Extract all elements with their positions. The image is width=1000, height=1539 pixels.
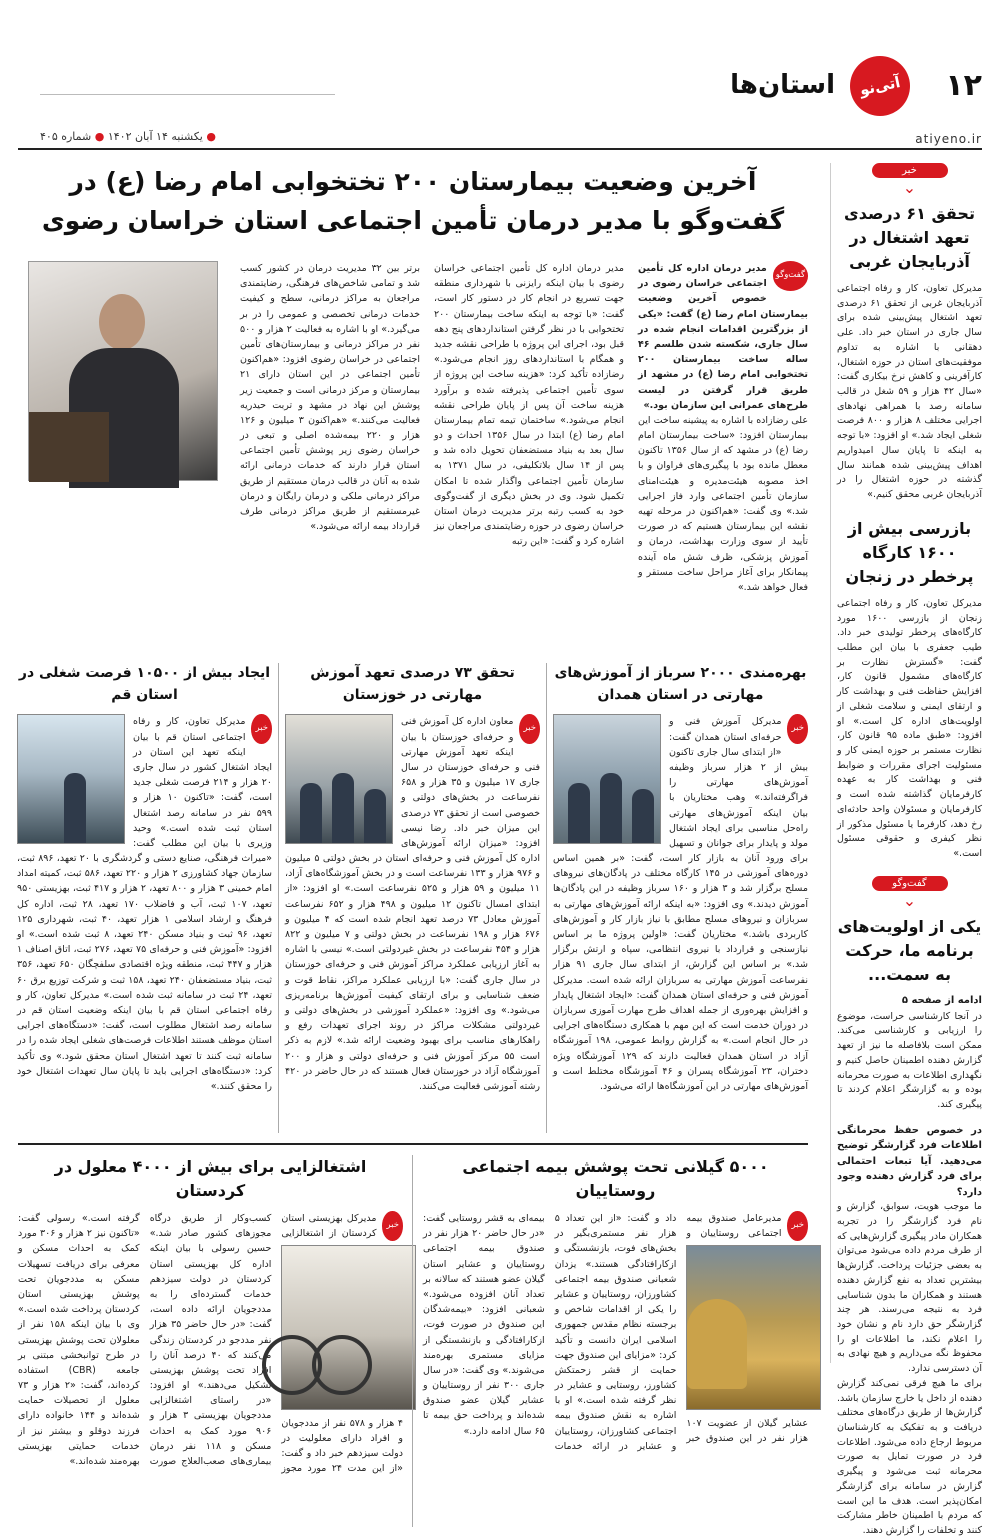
person-figure [364, 789, 386, 843]
workshop-photo [553, 714, 661, 844]
story-text: مدیرکل آموزش فنی و حرفه‌ای استان همدان گفت: «از ابتدای سال جاری تاکنون بیش از ۲ هزار سرباز وظیفه آموزش‌های مهارتی را فراگرفته‌اند.» وهب مختاریان با بیان اینکه آموزش‌های مهارتی راه‌حل مناسبی برای ایجاد اشتغال مولد و پایدار برای جوانان و تسهیل برای ورود آنان به بازار کار است، گفت: «بر همین اساس دوره‌های آموزشی در ۱۴۵ کارگاه مختلف در پادگان‌های نیروهای مسلح برگزار شد و ۳ هزار و ۱۶۰ سرباز وظیفه در این پادگان‌ها آموزش دیدند.» وی افزود: «به اینکه ارائه آموزش‌های مهارتی به سربازان و نیروهای مسلح مطابق با نیاز بازار کار و آموزش‌های کاربردی باشد.» مختاریان گفت: «اولین پروژه ما بر اساس نیازسنجی و قرارداد با نیروی انتظامی، سپاه و ارتش برگزار شد.» بر اساس این گزارش، از ابتدای سال جاری ۹۱ هزار نفرساعت آموزش مهارتی به سربازان ارائه شده است. مدیرکل آموزش فنی و حرفه‌ای استان همدان گفت: «ایجاد اشتغال پایدار و افزایش بهره‌وری از جمله اهداف طرح مهارت آموزی سربازان در دوران خدمت است که این مهم با همکاری دستگاه‌های اجرایی در حال انجام است.» به گزارش روابط عمومی، ۱۹۸ آموزشگاه آزاد در استان همدان فعالیت دارند که ۱۲۹ آموزشگاه ویژه دختران، ۲۳ آموزشگاه پسران و ۴۶ آموزشگاه مختلط است و آموزش‌های مهارتی در این آموزشگاه‌ها ارائه می‌شود. [553, 716, 809, 1092]
person-figure [332, 773, 354, 843]
person-figure [600, 773, 622, 843]
story-text: معاون اداره کل آموزش فنی و حرفه‌ای خوزستان با بیان اینکه تعهد آموزش مهارتی فنی و حرفه‌ای خوزستان در سال جاری ۱۷ میلیون و ۳۵ هزار و ۶۵۸ نفرساعت در بخش‌های دولتی و خصوصی است از تحقق ۷۳ درصدی این میزان خبر داد. رضا نیسی افزود: «میزان ارائه آموزش‌های اداره کل آموزش فنی و حرفه‌ای استان در بخش دولتی ۵ میلیون و ۹۷۶ هزار و ۱۳۳ نفرساعت است و در بخش آموزشگاه‌های آزاد، ۱۱ میلیون و ۵۹ هزار و ۵۲۵ نفرساعت است.» او افزود: «از ابتدای امسال تاکنون ۱۲ میلیون و ۴۹۸ هزار و ۶۵۲ نفرساعت آموزش معادل ۷۳ درصد تعهد انجام شده است که ۴ میلیون و ۶۷۶ هزار و ۱۹۸ نفرساعت در بخش دولتی و ۷ میلیون و ۸۲۲ هزار و ۴۵۴ نفرساعت در بخش غیردولتی است.» نیسی با اشاره به آغاز ارزیابی عملکرد مراکز آموزش فنی و حرفه‌ای خوزستان در سال جاری گفت: «با ارزیابی عملکرد مراکز، نقاط قوت و ضعف شناسایی و برای ارتقای کیفیت آموزش‌ها برنامه‌ریزی می‌شود.» وی افزود: «عملکرد آموزشی در بخش‌های دولتی و غیردولتی مشکلات مراکز در روند اجرای تعهدات رفع و راهکارهای مناسب برای بهبود وضعیت ارائه شد.» لازم به ذکر است ۵۵ مرکز آموزش فنی و حرفه‌ای دولتی و هزار و ۲۰۰ آموزشگاه آزاد در خوزستان فعال هستند که در حال حاضر در ۴۲۰ رشته آموزشی فعالیت می‌کنند. [285, 716, 541, 1092]
lead-paragraph: برتر بین ۳۲ مدیریت درمان در کشور کسب شد و تمامی شاخص‌های فرهنگی، رضایتمندی مراجعان به مراکز درمانی، سطح و کیفیت خدمات درمانی تخصصی و عمومی را در بر می‌گیرد.» او با اشاره به فعالیت ۲ هزار و ۵۰۰ نفر در مراکز درمانی و بیمارستان‌های تأمین اجتماعی در خراسان رضوی افزود: «هم‌اکنون تأمین اجتماعی در این استان دارای ۲۱ بیمارستان و مرکز درمانی است و جمعیت زیر پوشش این نهاد در مشهد و تربت حیدریه فعالیت می‌کنند.» «هم‌اکنون ۳ میلیون و ۱۲۶ هزار و ۲۲۰ بیمه‌شده اصلی و تبعی در خراسان رضوی زیر پوشش تأمین اجتماعی استان قرار دارند که خدمات درمانی ارائه شده به آنان در قالب درمان مستقیم از طریق مراکز درمانی ملکی و درمان رایگان و درمان غیرمستقیم از طریق مراکز درمانی طرف قرارداد بیمه ارائه می‌شود.» [240, 263, 421, 533]
bottom-section-divider [18, 1143, 808, 1145]
office-photo [17, 714, 125, 844]
story-hamedan [553, 663, 808, 1133]
middle-stories [18, 663, 808, 1133]
sidebar-story-body: مدیرکل تعاون، کار و رفاه اجتماعی آذربایجان غربی از تحقق ۶۱ درصدی تعهد اشتغال پیش‌بینی شده برای سال جاری در استان خبر داد. علی دهقانی با اشاره به تداوم موفقیت‌های استان در حوزه اشتغال، کارآفرینی و کاهش نرخ بیکاری گفت: «سال ۴۲ هزار و ۵۹ شغل در قالب سامانه رصد با همراهی نهادهای اجرایی مختلف ۸ هزار و ۸۰۰ فرصت شغلی ایجاد شد.» او افزود: «با توجه به اینکه تا پایان سال امیدواریم اهداف پیش‌بینی شده همانند سال گذشته در حوزه اشتغال را در آذربایجان غربی محقق کنیم.» [837, 283, 982, 501]
sidebar-story-title: بازرسی بیش از ۱۶۰۰ کارگاه پرخطر در زنجان [845, 518, 974, 586]
continued-note: ادامه از صفحه ۵ [901, 994, 982, 1006]
news-badge: خبر [519, 714, 540, 744]
bullet-icon: ● [94, 130, 105, 143]
interview-tag: گفت‌وگو [872, 876, 948, 891]
story-title: اشتغالزایی برای بیش از ۴۰۰۰ معلول در کردستان [54, 1157, 367, 1200]
person-figure [632, 789, 654, 843]
newspaper-logo[interactable]: آتی‌نو [844, 50, 915, 121]
person-figure [568, 783, 590, 843]
lead-lede: مدیر درمان اداره کل تأمین اجتماعی خراسان رضوی در خصوص آخرین وضعیت بیمارستان امام رضا (ع) گفت: «یکی از بزرگترین اقدامات انجام شده در سال جاری، شکسته شدن طلسم ۴۶ ساله ساخت بیمارستان ۲۰۰ تختخوابی امام رضا (ع) در مشهد از طریق قرار گرفتن در لیست طرح‌های عمرانی این سازمان بود.» [638, 263, 808, 411]
sidebar-interview [837, 876, 982, 1539]
issue-number: شماره ۴۰۵ [40, 130, 92, 143]
person-figure [64, 773, 86, 843]
sidebar-story-zanjan [837, 517, 982, 862]
site-url[interactable]: atiyeno.ir [915, 132, 982, 146]
person-figure [300, 783, 322, 843]
story-body [285, 714, 540, 1094]
sidebar [830, 163, 982, 1537]
speaker-head [99, 294, 145, 350]
story-body [423, 1211, 808, 1454]
story-body [17, 714, 272, 1094]
lead-paragraph: مدیر درمان اداره کل تأمین اجتماعی خراسان رضوی با بیان اینکه رایزنی با شهرداری منطقه جهت تسریع در انجام کار در دستور کار است، گفت: «با توجه به اینکه ساخت بیمارستان ۲۰۰ تختخوابی با در نظر گرفتن استانداردهای پنج دهه قبل بود، اجرای این پروژه با طراحی نقشه جدید و همگام با استانداردهای روز انجام می‌شود.» رضازاده تأکید کرد: «هزینه ساخت این پروژه از سوی تأمین اجتماعی پذیرفته شده و برآورد هزینه ساخت آن پس از پایان طراحی نقشه انجام می‌شود.» ساختمان تیمه تمام بیمارستان امام رضا (ع) ابتدا در سال ۱۳۵۶ احداث و دو سال بعد به بنیاد مستضعفان تحویل داده شد و پس از ۱۴ سال بلاتکلیفی، در سال ۱۳۷۱ به سازمان تأمین اجتماعی واگذار شده تا امکان تکمیل شود. وی در بخش دیگری از گفت‌وگوی خود به کسب رتبه برتر مدیریت درمان استان خراسان رضوی در حوزه رضایتمندی مراجعان نیز اشاره کرد و گفت: «این رتبه [434, 263, 625, 548]
column-divider [412, 1155, 413, 1527]
story-title: ایجاد بیش از ۱۰۵۰۰ فرصت شغلی در استان قم [18, 665, 271, 703]
column-divider [278, 663, 279, 1133]
news-badge: خبر [251, 714, 272, 744]
main-content [18, 163, 808, 593]
wheelchair-workers-photo [281, 1245, 416, 1410]
story-title: ۵۰۰۰ گیلانی تحت پوشش بیمه اجتماعی روستاییان [462, 1157, 769, 1200]
masthead [0, 0, 1000, 150]
interview-badge: گفت‌وگو [773, 261, 808, 291]
story-khuzestan [285, 663, 540, 1133]
arrow-down-icon: ⌄ [902, 178, 917, 197]
wheel-shape [312, 1335, 372, 1395]
speaker-photo [28, 261, 218, 481]
story-body [553, 714, 808, 1094]
training-photo [285, 714, 393, 844]
story-qom [17, 663, 272, 1133]
farmer-wheat-photo [686, 1245, 821, 1410]
top-divider [40, 94, 335, 95]
interview-question: در خصوص حفظ محرمانگی اطلاعات فرد گزارشگر توضیح می‌دهید. آیا تبعات احتمالی برای فرد گزارش دهنده وجود دارد؟ [837, 1124, 982, 1198]
sidebar-story-body: در آنجا کارشناسی حراست، موضوع را ارزیابی و کارشناسی می‌کند. ممکن است بلافاصله ما نیز از تعهد گزارش دهنده اطمینان حاصل کنیم و نگهداری اطلاعات به صورت محرمانه بوده و به گزارشگر اعلام کردند تا پیگیری کند. [837, 1010, 982, 1111]
dateline [40, 130, 216, 143]
story-body [18, 1211, 403, 1476]
arrow-down-icon: ⌄ [902, 890, 917, 910]
sidebar-story-body: مدیرکل تعاون، کار و رفاه اجتماعی زنجان از بازرسی ۱۶۰۰ مورد کارگاه‌های پرخطر تولیدی خبر داد. طیب جعفری با بیان این مطلب گفت: «گسترش نظارت بر کارگاه‌های مشمول قانون کار، افزایش حفاظت فنی و بهداشت کار و ارتقای ایمنی و سلامت شغلی از اولویت‌های اداره کل است.» او افزود: «طبق ماده ۹۵ قانون کار، نظارت مستمر بر حوزه ایمنی کار و مسئولیت اجرای مقررات و ضوابط فنی و بهداشت کار به عهده کارفرمایان گذاشته شده است و کارفرمایان و مسئولان واحد حادثه‌ای رخ دهد، کارفرما یا مسئول مذکور از نظر کیفری و حقوقی مسئول است.» [837, 597, 982, 859]
sidebar-story-body: برای ما هیچ فرقی نمی‌کند گزارش دهنده از داخل یا خارج سازمان باشد. گزارش‌ها از طریق درگاه‌های مختلف دریافت و به تفکیک به کارشناسان مربوط ارجاع داده می‌شود. اطلاعات فرد در صورت تمایل به صورت محرمانه ثبت می‌شود و پیگیری گزارش در سامانه برای گزارشگر امکان‌پذیر است. هدف ما این است که مردم با اطمینان خاطر مشارکت کنند و تخلفات را گزارش دهند. [837, 1377, 982, 1537]
sidebar-story-title: یکی از اولویت‌های برنامه ما، حرکت به سمت... [837, 916, 982, 984]
news-tag: خبر [872, 163, 948, 178]
lead-column-3 [240, 261, 420, 534]
story-title: بهره‌مندی ۲۰۰۰ سرباز از آموزش‌های مهارتی در استان همدان [554, 665, 807, 703]
story-text: مدیرعامل صندوق بیمه اجتماعی روستاییان و عشایر گیلان از عضویت ۱۰۷ هزار نفر در این صندوق خبر داد و گفت: «از این تعداد ۵ هزار نفر مستمری‌بگیر در بخش‌های فوت، بازنشستگی و ازکارافتادگی هستند.» یزدان شعبانی صندوق بیمه اجتماعی کشاورزان، روستاییان و عشایر را یکی از اقدامات شاخص و برجسته نظام مقدس جمهوری اسلامی ایران دانست و تأکید کرد: «مزایای این صندوق جهت حمایت از قشر زحمتکش کشاورز، روستایی و عشایر در نظر گرفته شده است.» او با اشاره به نقش صندوق بیمه اجتماعی کشاورزان، روستاییان و عشایر در ارائه خدمات بیمه‌ای به قشر روستایی گفت: «در حال حاضر ۲۰ هزار نفر در صندوق بیمه اجتماعی روستاییان و عشایر استان گیلان عضو هستند که سالانه بر تعداد آنان افزوده می‌شود.» شعبانی افزود: «بیمه‌شدگان این صندوق در صورت فوت، ازکارافتادگی و بازنشستگی از مزایای مستمری بهره‌مند می‌شوند.» وی گفت: «در سال جاری ۳۰۰ نفر از روستاییان و عشایر گیلان عضو صندوق شده‌اند و پرداخت حق بیمه تا ۶۵ سال ادامه دارد.» [423, 1213, 808, 1452]
sidebar-story-title: تحقق ۶۱ درصدی تعهد اشتغال در آذربایجان غربی [844, 204, 975, 271]
story-text: مدیرکل بهزیستی استان کردستان از اشتغالزایی ۴ هزار و ۵۷۸ نفر از مددجویان و افراد دارای معلولیت در دولت سیزدهم خبر داد و گفت: «از این مدت ۲۴ مورد مجوز کسب‌وکار از طریق درگاه مجوزهای کشور صادر شد.» حسین رسولی با بیان اینکه اداره کل بهزیستی استان کردستان در دولت سیزدهم خدمات گسترده‌ای را به مددجویان ارائه داده است، گفت: «در حال حاضر ۳۵ هزار نفر مددجو در کردستان زندگی می‌کنند که ۴۰ درصد آنان را افراد تحت پوشش بهزیستی تشکیل می‌دهند.» او افزود: «در راستای اشتغالزایی مددجویان بهزیستی ۳ هزار و ۹۰۶ مورد کمک به احداث مسکن و ۱۱۸ نفر درمان بیماری‌های صعب‌العلاج صورت گرفته است.» رسولی گفت: «تاکنون نیز ۲ هزار و ۳۰۶ مورد کمک به احداث مسکن و معرفی برای دریافت تسهیلات مسکن به مددجویان تحت پوشش بهزیستی استان کردستان پرداخت شده است.» وی با بیان اینکه ۱۵۸ نفر از معلولان تحت پوشش بهزیستی در طرح توانبخشی مبتنی بر جامعه (CBR) استفاده کرده‌اند، گفت: «۲ هزار و ۷۳ معلول از تحصیلات حمایت شده‌اند و ۱۴۴ خانواده دارای فرزند دوقلو و بیشتر نیز از خدمات حمایتی بهزیستی بهره‌مند شده‌اند.» [18, 1213, 403, 1475]
lead-paragraph: علی رضازاده با اشاره به پیشینه ساخت این بیمارستان افزود: «ساخت بیمارستان امام رضا (ع) در مشهد که از سال ۱۳۵۶ تاکنون معطل مانده بود با پیگیری‌های فراوان و با اخذ مصوبه هیئت‌مدیره و هیئت‌امنای سازمان تأمین اجتماعی وارد فاز اجرایی شد.» وی گفت: «هم‌اکنون در مرحله تهیه نقشه این بیمارستان هستیم که در صورت تأیید از سوی وزارت بهداشت، درمان و آموزش پزشکی، ظرف شش ماه آینده پیمانکار برای آغاز مراحل ساخت مستقر و فعال خواهد شد.» [638, 414, 808, 593]
story-kurdistan [18, 1155, 403, 1527]
issue-date: یکشنبه ۱۴ آبان ۱۴۰۲ [107, 130, 203, 143]
lead-column-2 [434, 261, 624, 550]
news-badge: خبر [787, 714, 808, 744]
header-divider [18, 148, 982, 150]
lead-story [18, 261, 808, 651]
lead-column-1 [638, 261, 808, 595]
story-gilan [423, 1155, 808, 1527]
column-divider [546, 663, 547, 1133]
story-title: تحقق ۷۳ درصدی تعهد آموزش مهارتی در خوزستان [310, 665, 515, 703]
sidebar-story-body: ما موجب هویت، سوابق، گزارش و نام فرد گزارشگر را در تجربه همکاران مادر پیگیری گزارش‌هایی که از طرف مردم داده می‌شود می‌توان به بعضی جزئیات پرداخت. گزارش‌ها بیشترین تعداد به نفع گزارش دهنده هستند و همکاران ما بدون شناسایی فرد به نتیجه می‌رسند. هر چند گزارشگر حق دارد نام و نشان خود را اعلام نکند، ما اطلاعات او را محفوظ نگه می‌داریم و هیچ نهادی به آن دسترسی ندارد. [837, 1201, 982, 1375]
sidebar-story-azarbaijan [837, 163, 982, 503]
news-badge: خبر [787, 1211, 808, 1241]
wheat-sheaf [687, 1299, 747, 1389]
section-title: استان‌ها [730, 70, 835, 100]
page-number: ۱۲ [945, 68, 982, 103]
lead-headline: آخرین وضعیت بیمارستان ۲۰۰ تختخوابی امام رضا (ع) در گفت‌وگو با مدیر درمان تأمین اجتماعی استان خراسان رضوی [41, 167, 785, 235]
bullet-icon: ● [206, 130, 216, 143]
bottom-stories [18, 1155, 808, 1527]
podium [29, 412, 109, 482]
news-badge: خبر [382, 1211, 403, 1241]
story-text: مدیرکل تعاون، کار و رفاه اجتماعی استان قم با بیان اینکه تعهد این استان در ایجاد اشتغال کشور در سال جاری ۲۰ هزار و ۲۱۴ فرصت شغلی جدید است، گفت: «تاکنون ۱۰ هزار و ۵۹۹ نفر در سامانه رصد اشتغال استان ثبت شده است.» وحید وزیری با بیان این مطلب گفت: «میراث فرهنگی، صنایع دستی و گردشگری با ۲۰ تعهد، ۸۹۶ ثبت، سازمان جهاد کشاورزی ۲ هزار و ۲۲۰ تعهد، ۵۸۶ ثبت، کمیته امداد امام خمینی ۳ هزار و ۸۰۰ تعهد، ۲ هزار و ۴۱۷ ثبت، بهزیستی ۹۵۰ تعهد، ۱۰۷ ثبت، آب و فاضلاب ۱۷۰ تعهد، ۲۸ ثبت، اداره کل فرهنگ و ارشاد اسلامی ۱ هزار تعهد، ۴۰ ثبت، شهرداری ۱۲۵ تعهد، ۹۶ ثبت و بنیاد مسکن ۲۴۰ تعهد، ۸ ثبت شده است.» او افزود: «آموزش فنی و حرفه‌ای ۷۵ تعهد، ۲۷۶ ثبت، اتاق اصناف ۱ هزار و ۴۴۷ ثبت، منطقه ویژه اقتصادی سلفچگان ۶۵۰ تعهد، ۳۵۶ ثبت، بنیاد مستضعفان ۲۴۰ تعهد، ۱۵۸ ثبت و شرکت توزیع برق ۶۰ تعهد، ۲۴ ثبت در سامانه ثبت شده است.» مدیرکل تعاون، کار و رفاه اجتماعی استان قم با بیان اینکه وضعیت استان قم در سامانه رصد اشتغال مطلوب است، گفت: «دستگاه‌های اجرایی استان موظف هستند اطلاعات فرصت‌های شغلی ایجاد شده را در سامانه ثبت کنند تا تعهد اشتغال استان محقق شود.» وی تأکید کرد: «دستگاه‌های اجرایی باید تا پایان سال تعهدات اشتغال خود را محقق کنند.» [17, 716, 273, 1092]
